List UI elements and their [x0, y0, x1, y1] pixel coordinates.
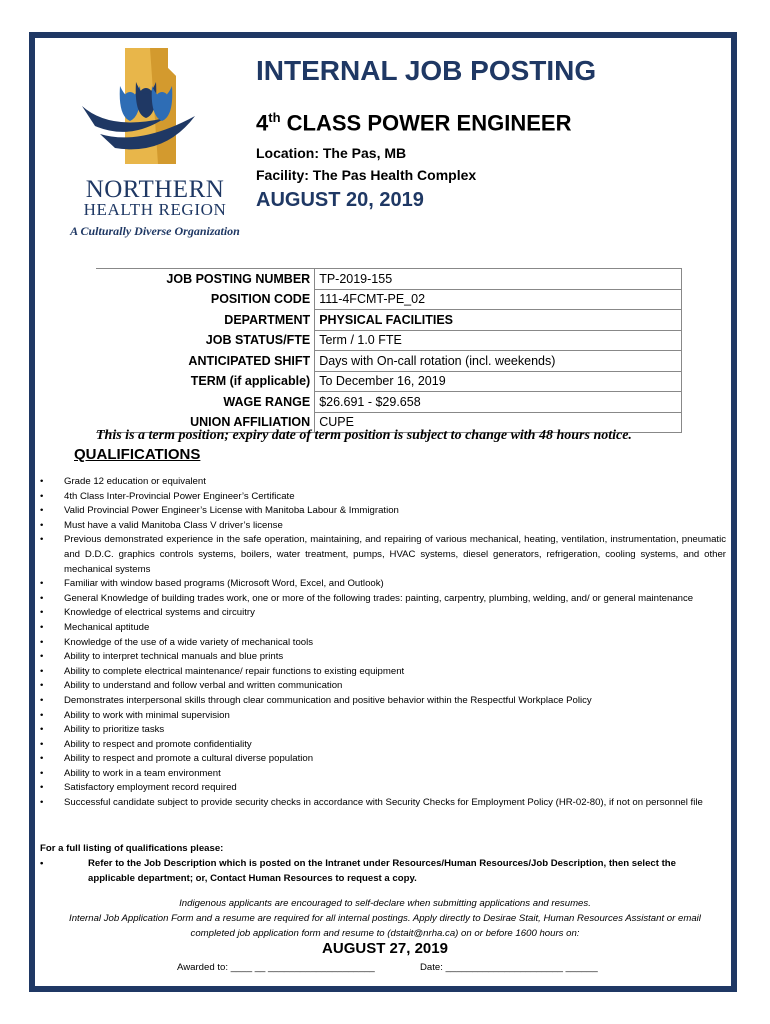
- qualification-text: Ability to prioritize tasks: [64, 724, 165, 736]
- bullet: •: [40, 680, 44, 692]
- qualification-text: Demonstrates interpersonal skills through clear communication and positive behavior within the Respectful Workplace Policy: [64, 694, 592, 706]
- bullet: •: [40, 519, 44, 531]
- logo-name-line2: HEALTH REGION: [83, 200, 227, 219]
- details-value: TP-2019-155: [315, 269, 682, 290]
- bullet: •: [40, 636, 44, 648]
- qualification-item: [40, 592, 726, 607]
- logo-tagline: A Culturally Diverse Organization: [70, 224, 240, 238]
- qualification-item: [40, 709, 726, 724]
- details-row: [96, 310, 682, 331]
- full-listing-heading: For a full listing of qualifications please:: [40, 843, 224, 854]
- qualification-text: Ability to work in a team environment: [64, 767, 221, 779]
- qualification-text: Knowledge of the use of a wide variety of mechanical tools: [64, 636, 314, 648]
- qualification-text: Ability to interpret technical manuals and blue prints: [64, 651, 284, 663]
- qualification-item: [40, 723, 726, 738]
- qualification-item: [40, 577, 726, 592]
- qualification-text: Grade 12 education or equivalent: [64, 476, 206, 487]
- qualification-item: [40, 475, 726, 490]
- qualification-item: [40, 504, 726, 519]
- qualification-item: [40, 650, 726, 665]
- details-label: POSITION CODE: [96, 289, 315, 310]
- qualification-item: [40, 665, 726, 680]
- bullet: •: [40, 782, 44, 794]
- bullet: •: [40, 797, 44, 809]
- qualification-text: Knowledge of electrical systems and circuitry: [64, 607, 255, 619]
- qualifications-list: [40, 475, 726, 811]
- bullet: •: [40, 724, 44, 736]
- bullet: •: [40, 709, 44, 721]
- qualification-text: Ability to respect and promote a cultural diverse population: [64, 753, 314, 765]
- awarded-to-field: Awarded to: ____ __ ____________________: [177, 962, 375, 973]
- qualification-item: [40, 679, 726, 694]
- qualification-text: Successful candidate subject to provide security checks in accordance with Security Checks for Employment Policy (HR-02-80), if not on personnel file: [64, 797, 703, 809]
- qualification-text: Mechanical aptitude: [64, 621, 150, 633]
- bullet: •: [40, 694, 44, 706]
- logo-name-line1: NORTHERN: [85, 176, 225, 203]
- bullet: •: [40, 665, 44, 677]
- details-row: [96, 330, 682, 351]
- details-label: TERM (if applicable): [96, 371, 315, 392]
- qualification-item: [40, 606, 726, 621]
- qualification-item: [40, 738, 726, 753]
- details-label: JOB POSTING NUMBER: [96, 269, 315, 290]
- details-label: DEPARTMENT: [96, 310, 315, 331]
- details-value: CUPE: [315, 412, 682, 433]
- footer-line-2: Internal Job Application Form and a resume are required for all internal postings. Apply directly to Desirae Stait, Human Resources Assistant or email: [69, 913, 701, 924]
- northern-health-region-logo: [70, 46, 240, 256]
- qualification-item: [40, 490, 726, 505]
- details-value: To December 16, 2019: [315, 371, 682, 392]
- bullet: •: [40, 858, 44, 869]
- bullet: •: [40, 578, 44, 590]
- bullet: •: [40, 738, 44, 750]
- qualification-text: Valid Provincial Power Engineer’s License with Manitoba Labour & Immigration: [64, 505, 399, 517]
- full-listing-text: Refer to the Job Description which is posted on the Intranet under Resources/Human Resources/Job Description, then select the applicable department; or, Contact Human Resources to request a copy.: [88, 858, 676, 884]
- closing-date: AUGUST 27, 2019: [322, 940, 448, 957]
- details-label: ANTICIPATED SHIFT: [96, 351, 315, 372]
- footer-line-3: completed job application form and resume to (dstait@nrha.ca) on or before 1600 hours on:: [190, 928, 580, 939]
- manitoba-figures-emblem: [70, 46, 240, 176]
- qualification-item: [40, 621, 726, 636]
- details-row: [96, 392, 682, 413]
- footer-line-1: Indigenous applicants are encouraged to self-declare when submitting applications and resumes.: [179, 898, 591, 909]
- job-details-table: [96, 268, 682, 433]
- bullet: •: [40, 534, 44, 546]
- posting-date: AUGUST 20, 2019: [256, 189, 424, 211]
- bullet: •: [40, 767, 44, 779]
- qualification-item: [40, 636, 726, 651]
- details-row: [96, 289, 682, 310]
- bullet: •: [40, 621, 44, 633]
- bullet: •: [40, 607, 44, 619]
- qualification-item: [40, 781, 726, 796]
- qualification-item: [40, 752, 726, 767]
- details-row: [96, 269, 682, 290]
- details-row: [96, 351, 682, 372]
- date-field: Date: ______________________ ______: [420, 962, 598, 973]
- details-label: UNION AFFILIATION: [96, 412, 315, 433]
- qualification-text: 4th Class Inter-Provincial Power Engineer’s Certificate: [64, 490, 295, 502]
- bullet: •: [40, 476, 44, 487]
- qualification-text: Satisfactory employment record required: [64, 782, 237, 794]
- location: Location: The Pas, MB: [256, 145, 407, 161]
- details-value: Days with On-call rotation (incl. weekends): [315, 351, 682, 372]
- details-value: 111-4FCMT-PE_02: [315, 289, 682, 310]
- qualification-text: Ability to understand and follow verbal and written communication: [64, 680, 343, 692]
- qualification-item: [40, 767, 726, 782]
- qualifications-heading: QUALIFICATIONS: [74, 446, 201, 463]
- facility: Facility: The Pas Health Complex: [256, 167, 477, 183]
- qualification-item: [40, 694, 726, 709]
- qualification-text: Ability to complete electrical maintenance/ repair functions to existing equipment: [64, 665, 405, 677]
- page-title: INTERNAL JOB POSTING: [256, 55, 597, 86]
- full-listing-item: [40, 857, 700, 886]
- bullet: •: [40, 505, 44, 517]
- position-title: 4th CLASS POWER ENGINEER: [256, 110, 572, 136]
- bullet: •: [40, 753, 44, 765]
- details-value: PHYSICAL FACILITIES: [315, 310, 682, 331]
- bullet: •: [40, 651, 44, 663]
- qualification-item: [40, 533, 726, 577]
- qualification-text: Ability to respect and promote confidentiality: [64, 738, 252, 750]
- details-row: [96, 371, 682, 392]
- qualification-text: Must have a valid Manitoba Class V driver’s license: [64, 519, 283, 531]
- details-value: Term / 1.0 FTE: [315, 330, 682, 351]
- qualification-item: [40, 519, 726, 534]
- qualification-item: [40, 796, 726, 811]
- details-label: WAGE RANGE: [96, 392, 315, 413]
- details-label: JOB STATUS/FTE: [96, 330, 315, 351]
- qualification-text: Previous demonstrated experience in the safe operation, maintaining, and repairing of various mechanical, heating, ventilation, instrumentation, pneumatic and D.D.C. graphics controls systems, boilers, water treatment, pumps, HVAC systems, diesel generators, refrigeration, cooling systems, and other mechanical systems: [64, 534, 726, 575]
- details-value: $26.691 - $29.658: [315, 392, 682, 413]
- qualification-text: Ability to work with minimal supervision: [64, 709, 230, 721]
- term-note: This is a term position; expiry date of term position is subject to change with 48 hours notice.: [96, 428, 632, 443]
- qualification-text: General Knowledge of building trades work, one or more of the following trades: painting, carpentry, plumbing, welding, and/ or general maintenance: [64, 592, 694, 604]
- bullet: •: [40, 592, 44, 604]
- qualification-text: Familiar with window based programs (Microsoft Word, Excel, and Outlook): [64, 578, 384, 590]
- bullet: •: [40, 490, 44, 502]
